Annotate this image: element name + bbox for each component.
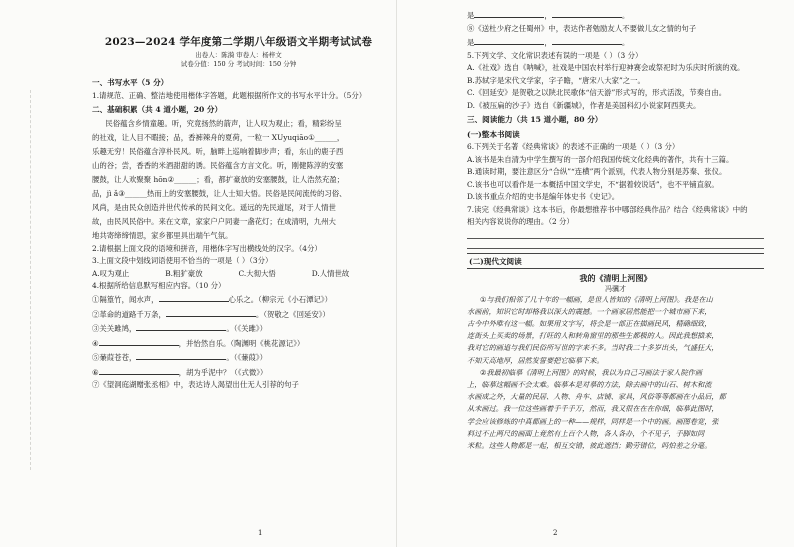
option-c: C.《回延安》是贺敬之以陕北民歌体“信天游”形式写的，形式活泼，节奏自由。 bbox=[467, 88, 727, 97]
passage-line: 品，jì ǎ③______热而上的安塞腰鼓，让人士知大悟。民俗是民间流传的习俗、 bbox=[92, 188, 347, 198]
section-2-heading: 二、基础积累（共 4 道小题，20 分） bbox=[92, 105, 223, 114]
option-d: D.《被压扁的沙子》选自《新疆城》，作者是美国科幻小说家阿西莫夫。 bbox=[467, 100, 701, 110]
question-5: 5.下列文学、文化常识表述有误的一项是（ ）（3 分） bbox=[467, 50, 643, 60]
subsection-1-heading: (一)整本书阅读 bbox=[467, 129, 520, 139]
article-line: 上，临摹这幅画不会太难。临摹本是对摹的方法，除去画中的山石、树木和流 bbox=[467, 379, 712, 389]
fill-item-1: ①隔篁竹，闻水声， 心乐之。（柳宗元《小石潭记》） bbox=[92, 292, 385, 307]
article-title: 我的《清明上河图》 bbox=[579, 272, 652, 283]
article-line: 学会应该修炼的中真都画上的一种——规样，同样是一个中的画。画图卷宽，张 bbox=[467, 416, 719, 426]
option-c: C.大彻大悟 bbox=[238, 268, 276, 278]
article-line: 料过不止两尺的画面上竟然有上百个人物，各人各办，个不见子，手脚如同 bbox=[467, 428, 705, 438]
exam-meta: 试卷分值：150 分 考试时间：150 分钟 bbox=[180, 60, 297, 68]
answer-blank[interactable] bbox=[166, 307, 256, 317]
answer-blank[interactable] bbox=[552, 8, 622, 18]
passage-line: 乐趣无穷！民俗蕴含淳朴民风。听，脑畔上巡响着脚步声；看，东山的鹿子西 bbox=[92, 146, 344, 156]
passage-line: 风尚，是由民众创造并世代传承的民间文化。遥远的先民道尾，对于人情世 bbox=[92, 202, 336, 212]
answer-blank[interactable] bbox=[552, 35, 622, 45]
question-7: 7.读完《经典常谈》这本书后，你最想推荐书中哪部经典作品？结合《经典常谈》中的 bbox=[467, 204, 748, 214]
option-b: B.苏轼字是宋代文学家，字子瞻，“唐宋八大家”之一。 bbox=[467, 75, 645, 85]
question-1: 1.请规范、正确、整洁地使用楷体字答题，此题根据所作文的书写水平计分。（5分） bbox=[92, 90, 367, 100]
article-body bbox=[467, 294, 764, 453]
question-2: 2.请根据上面文段的语境和拼音，用楷体字写出横线处的汉字。（4分） bbox=[92, 243, 322, 253]
answer-blank[interactable] bbox=[159, 292, 229, 302]
article-line: 水画前，知识它时却格我以深大的震撼。一个画家居然能把一个城市画下来， bbox=[467, 306, 712, 316]
fill-item-8-answer: 是 ， 。 bbox=[467, 35, 764, 50]
fill-item-3: ③关关雎鸠， 。（《关雎》） bbox=[92, 321, 385, 336]
question-4: 4.根据所给信息默写相应内容。（10 分） bbox=[92, 280, 226, 290]
option-d: D.该书重点介绍的史书是编年体史书《史记》。 bbox=[467, 192, 620, 201]
exam-title: 2023—2024 学年度第二学期八年级语文半期考试试卷 bbox=[104, 36, 373, 48]
fill-item-6: ⑥ ，胡为乎泥中？（《式微》） bbox=[92, 365, 385, 380]
article-author: 冯骥才 bbox=[605, 284, 626, 293]
option-d: D.人情世故 bbox=[311, 268, 350, 278]
article-line: 古今中外唯有这一幅。如果用文字写，将会是一部正在描画民风，精确细致， bbox=[467, 318, 712, 328]
passage-line: 腰鼓，让人欢聚聚 hōn②______；看，都扩豪放的安塞腰鼓，让人浩然充盈； bbox=[92, 174, 345, 184]
option-c: C.该书也可以看作是一本概括中国文学史，不“据着较说话”，也不平铺直叙。 bbox=[467, 179, 719, 189]
article-line: 我对它的画追与我们民俗所写世的字来不多。当时我二十多岁出头，气盛狂大， bbox=[467, 343, 719, 353]
page-number: 1 bbox=[258, 529, 263, 537]
article-line: 不知天高地厚，居然发誓要把它临摹下来。 bbox=[467, 355, 604, 365]
page-right bbox=[397, 0, 794, 547]
article-line: ②我最初临摹《清明上河图》的时候，我以为自己习画法于家人院作画 bbox=[479, 367, 703, 377]
fill-item-7: ⑦《望洞庭湖赠张丞相》中，表达诗人渴望出仕无人引荐的句子 bbox=[92, 380, 299, 389]
answer-blank[interactable] bbox=[99, 336, 179, 346]
section-1-heading: 一、书写水平（5 分） bbox=[92, 78, 169, 87]
passage-line: 山的谷；尝，香香的米酒甜甜的诱。民俗蕴含方言文化。听，刚健陈淳的安塞 bbox=[92, 160, 344, 170]
section-3-heading: 三、阅读能力（共 15 道小题，80 分） bbox=[467, 115, 603, 124]
passage-line: 的社戏，让人目不暇接；品，香裤辣舟的夏荷，一粒一 XUyuqiāo①______， bbox=[92, 132, 345, 142]
fill-item-2: ②革命的道路千万条， 。（贺敬之《回延安》） bbox=[92, 307, 385, 322]
article-line: 米粒。这些人物都是一起，相互交错，彼此遮挡；勤劳错位，吗怕差之分毫。 bbox=[467, 440, 712, 450]
passage bbox=[92, 117, 385, 243]
option-a: A.该书是朱自清为中学生撰写的一部介绍我国传统文化经典的著作，共有十三篇。 bbox=[467, 154, 734, 164]
answer-blank[interactable] bbox=[136, 350, 226, 360]
fill-item-8: ⑧《送杜少府之任蜀州》中，表达作者勉励友人不要做儿女之情的句子 bbox=[467, 23, 697, 33]
exam-authors: 出卷人：陈漪 审卷人：杨梓文 bbox=[195, 51, 282, 59]
article-line: 从未画过。我一位这些画着手千手万，然而，我又很在在在你细，临摹此图时， bbox=[467, 404, 719, 414]
answer-blank[interactable] bbox=[474, 35, 544, 45]
fill-item-5: ⑤蒹葭苍苍， 。（《蒹葭》） bbox=[92, 350, 385, 365]
question-6: 6.下列关于名著《经典常谈》的表述不正确的一项是（ ）（3 分） bbox=[467, 142, 680, 151]
answer-blank[interactable] bbox=[474, 8, 544, 18]
article-line: 水画成之外，大量的民居、人物、舟车、店铺、家具，风俗等等都画在小品后，都 bbox=[467, 392, 726, 402]
subsection-2-heading: (二)现代文阅读 bbox=[467, 253, 764, 269]
fill-item-7-answer: 是 ， 。 bbox=[467, 8, 764, 23]
option-a: A.叹为观止 bbox=[92, 268, 130, 278]
page-number: 2 bbox=[553, 529, 558, 537]
fill-item-4: ④ ，并怡然自乐。（陶渊明《桃花源记》） bbox=[92, 336, 385, 351]
option-b: B.粗犷豪放 bbox=[165, 268, 203, 278]
question-3: 3.上面文段中划线词语使用不恰当的一项是（ ）（3分） bbox=[92, 256, 273, 265]
option-b: B.通读时期，要注意区分“合纵”“连横”两个派别，代表人物分别是苏秦、张仪。 bbox=[467, 167, 727, 176]
option-a: A.《社戏》选自《呐喊》，社戏是中国农村举行迎神赛会或祭祀时为乐庆时所演的戏。 bbox=[467, 63, 745, 72]
question-3-options bbox=[92, 268, 385, 280]
answer-blank[interactable] bbox=[99, 365, 179, 375]
question-7-cont: 相关内容说说你的理由。（2 分） bbox=[467, 217, 574, 226]
answer-blank[interactable] bbox=[136, 321, 226, 331]
article-line: 连街头上买卖的场景，打旺的人和转角窗里的那些生都极的人。因此我想描来， bbox=[467, 331, 719, 341]
passage-line: 地共寄缔缔情思，家乡都里具出端午气氛。 bbox=[92, 230, 233, 240]
passage-line: 民俗蕴含乡情童趣。听，究竟扬然的箭声，让人叹为观止；看，精彩纷呈 bbox=[105, 118, 342, 128]
article-line: ①与我们相邻了几十年的一幅画，是世人皆知的《清明上河图》。我是在山 bbox=[479, 294, 713, 304]
answer-line[interactable] bbox=[467, 230, 764, 239]
passage-line: 故，由民风民俗中。来在文章，家家户户同妻一盏花灯；在成清明，九州大 bbox=[92, 216, 336, 226]
answer-line[interactable] bbox=[467, 240, 764, 249]
